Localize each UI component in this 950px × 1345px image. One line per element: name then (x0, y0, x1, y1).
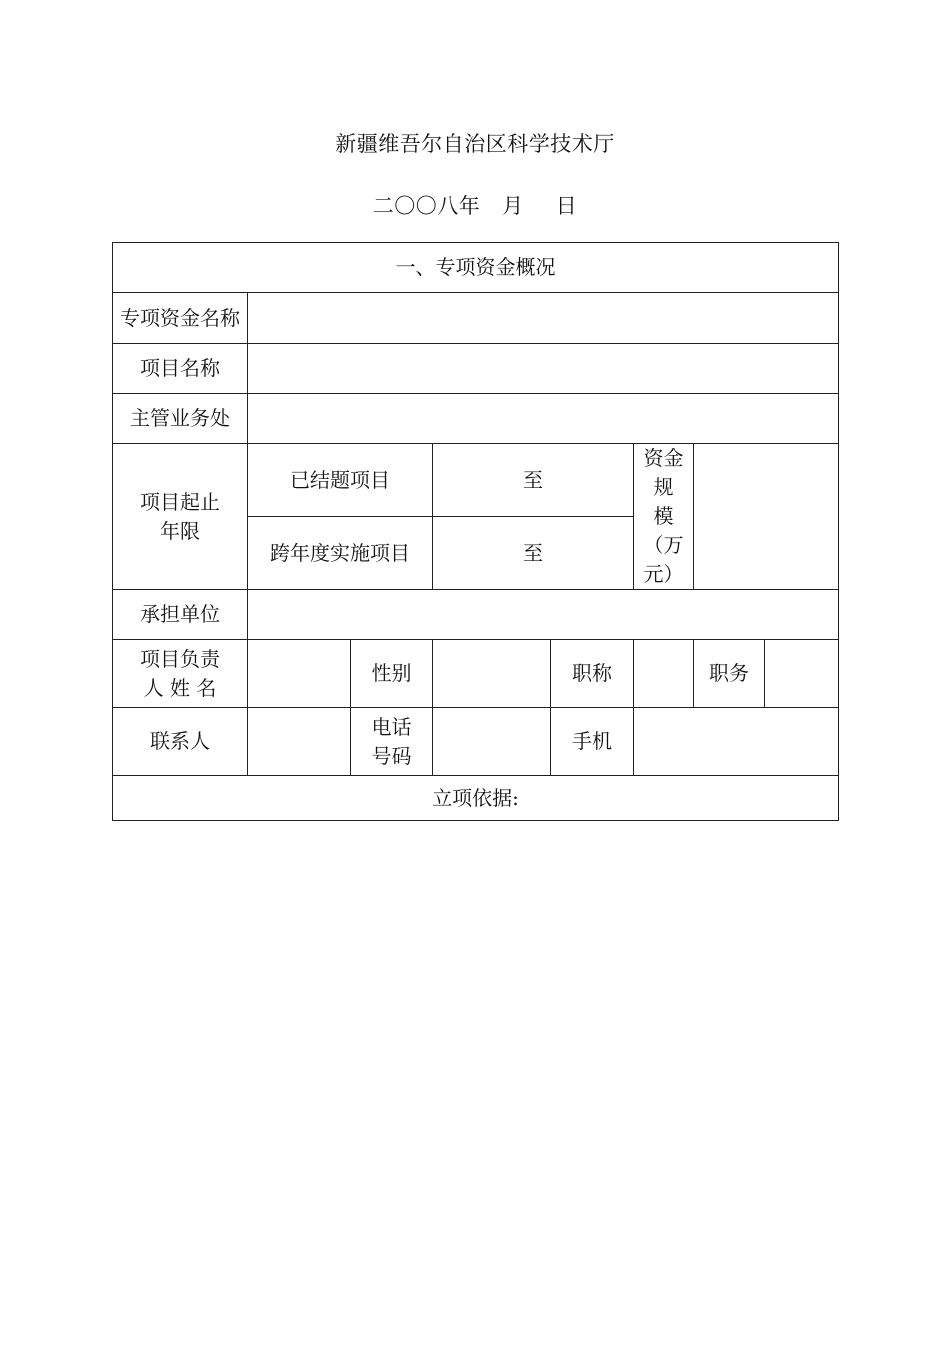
mobile-field[interactable] (634, 708, 839, 776)
leader-label-line1: 项目负责 (140, 646, 220, 671)
leader-row (113, 640, 839, 708)
phone-label (351, 708, 433, 776)
fund-scale-label (634, 444, 694, 590)
date-day: 日 (555, 194, 578, 218)
fund-name-label: 专项资金名称 (113, 293, 248, 344)
dept-label (113, 394, 248, 444)
dept-label-text: 主管业务处 (130, 406, 230, 430)
title-label: 职称 (551, 640, 634, 708)
basis-row (113, 776, 839, 821)
phone-label-line1: 电话 (371, 714, 412, 739)
unit-row (113, 590, 839, 640)
leader-label-line2: 人 姓 名 (143, 675, 217, 700)
unit-label: 承担单位 (113, 590, 248, 640)
date-year: 二〇〇八年 (372, 194, 481, 218)
phone-field[interactable] (433, 708, 551, 776)
dept-row (113, 394, 839, 444)
organization-name: 新疆维吾尔自治区科学技术厅 (335, 132, 615, 156)
document-date (0, 190, 950, 220)
closed-project-range[interactable]: 至 (433, 444, 634, 517)
period-row-closed (113, 444, 839, 517)
leader-name-field[interactable] (248, 640, 351, 708)
date-month: 月 (502, 194, 524, 218)
fund-name-row (113, 293, 839, 344)
basis-label[interactable]: 立项依据: (113, 776, 839, 821)
fund-scale-label-line2: 模（万元） (643, 504, 684, 586)
gender-field[interactable] (433, 640, 551, 708)
project-name-row (113, 344, 839, 394)
phone-label-line2: 号码 (371, 743, 412, 768)
unit-field[interactable] (248, 590, 839, 640)
section-title: 一、专项资金概况 (113, 243, 839, 293)
position-field[interactable] (765, 640, 839, 708)
mobile-label: 手机 (551, 708, 634, 776)
period-label (113, 444, 248, 590)
closed-project-label: 已结题项目 (248, 444, 433, 517)
project-name-field[interactable] (248, 344, 839, 394)
multi-year-range[interactable]: 至 (433, 517, 634, 590)
contact-label: 联系人 (113, 708, 248, 776)
period-label-line2: 年限 (160, 518, 200, 543)
contact-row (113, 708, 839, 776)
position-label: 职务 (694, 640, 765, 708)
leader-label (113, 640, 248, 708)
dept-field[interactable] (248, 394, 839, 444)
project-name-label: 项目名称 (113, 344, 248, 394)
contact-field[interactable] (248, 708, 351, 776)
fund-overview-form (112, 242, 839, 821)
title-field[interactable] (634, 640, 694, 708)
section-title-row (113, 243, 839, 293)
fund-name-field[interactable] (248, 293, 839, 344)
fund-scale-field[interactable] (694, 444, 839, 590)
fund-scale-label-line1: 资金规 (643, 446, 684, 499)
gender-label: 性别 (351, 640, 433, 708)
period-label-line1: 项目起止 (140, 489, 220, 514)
multi-year-label: 跨年度实施项目 (248, 517, 433, 590)
